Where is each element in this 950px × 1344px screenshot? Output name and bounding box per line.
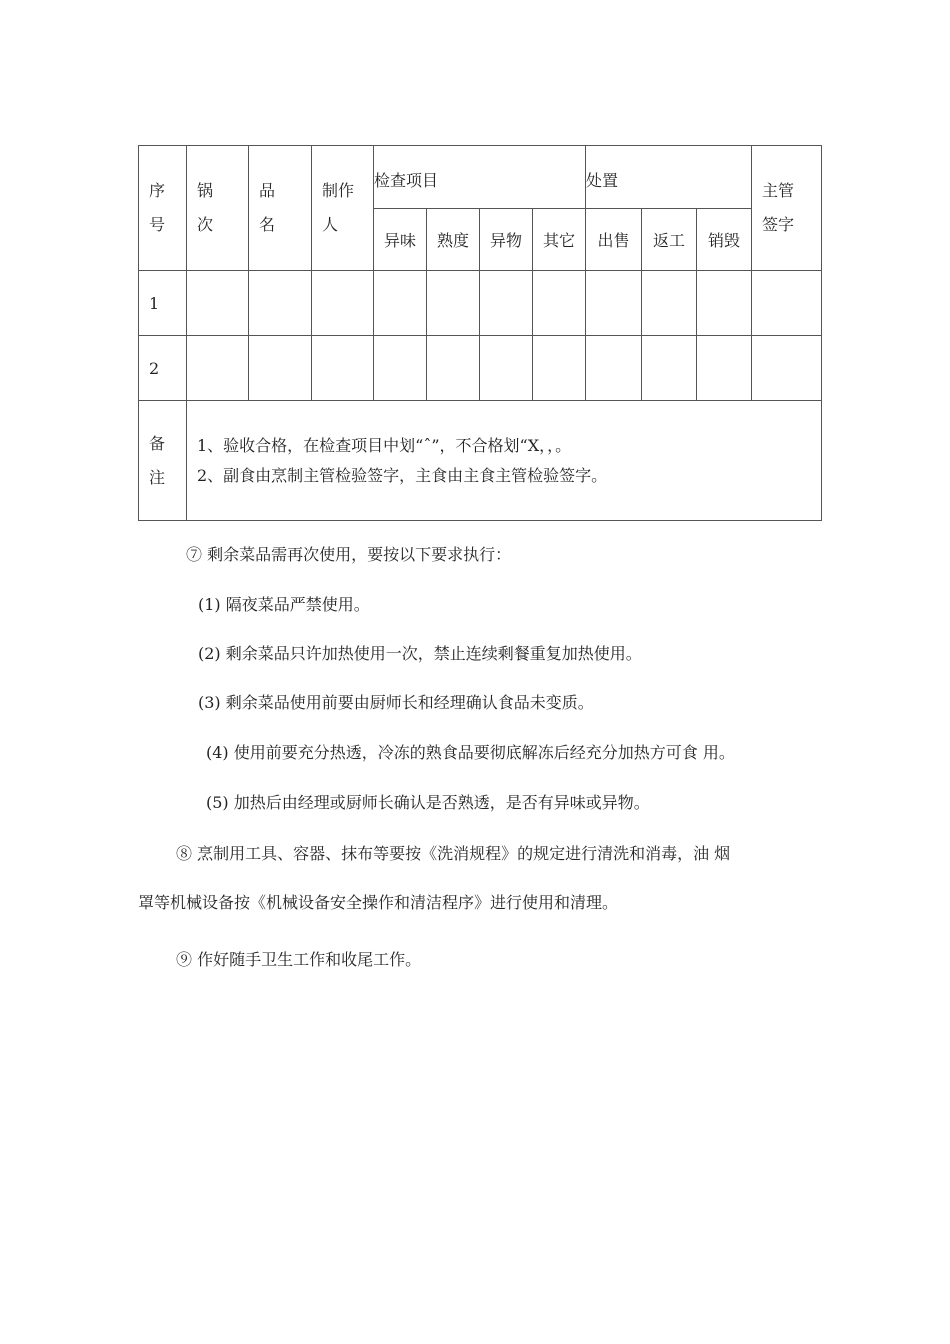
header-foreign-matter: 异物 [480, 209, 533, 271]
table-cell[interactable] [249, 271, 312, 336]
table-cell[interactable] [533, 336, 586, 401]
table-cell[interactable] [697, 271, 752, 336]
header-rework: 返工 [642, 209, 697, 271]
header-seq: 序 号 [139, 146, 187, 271]
header-odor: 异味 [374, 209, 427, 271]
header-name: 品 名 [249, 146, 312, 271]
table-cell[interactable] [642, 336, 697, 401]
table-cell[interactable] [374, 336, 427, 401]
table-cell[interactable] [427, 271, 480, 336]
note-line-1: 1、验收合格，在检查项目中划“ˆ”，不合格划“X，，。 [197, 435, 572, 455]
table-cell[interactable] [752, 336, 822, 401]
table-cell[interactable] [480, 336, 533, 401]
table-cell[interactable] [697, 336, 752, 401]
table-cell[interactable] [586, 336, 642, 401]
table-cell[interactable] [374, 271, 427, 336]
table-cell[interactable] [427, 336, 480, 401]
table-cell[interactable] [249, 336, 312, 401]
row-number: 2 [139, 336, 187, 401]
header-other: 其它 [533, 209, 586, 271]
header-supervisor: 主管 签字 [752, 146, 822, 271]
header-destroy: 销毁 [697, 209, 752, 271]
table-cell[interactable] [187, 336, 249, 401]
note-label: 备 注 [139, 401, 187, 521]
table-cell[interactable] [312, 336, 374, 401]
table-cell[interactable] [533, 271, 586, 336]
paragraph-7-1: (1) 隔夜菜品严禁使用。 [198, 595, 370, 614]
table-cell[interactable] [480, 271, 533, 336]
header-pot: 锅 次 [187, 146, 249, 271]
note-content [187, 401, 822, 521]
paragraph-8-line-1: ⑧ 烹制用工具、容器、抹布等要按《洗消规程》的规定进行清洗和消毒，油 烟 [176, 844, 731, 863]
table-row [139, 336, 822, 401]
header-inspection-group: 检查项目 [374, 146, 586, 209]
paragraph-8-line-2: 罩等机械设备按《机械设备安全操作和清洁程序》进行使用和清理。 [138, 893, 619, 912]
table-cell[interactable] [187, 271, 249, 336]
row-number: 1 [139, 271, 187, 336]
header-maker: 制作 人 [312, 146, 374, 271]
header-sell: 出售 [586, 209, 642, 271]
paragraph-9: ⑨ 作好随手卫生工作和收尾工作。 [176, 950, 422, 969]
paragraph-7-4: (4) 使用前要充分热透，冷冻的熟食品要彻底解冻后经充分加热方可食 用。 [206, 743, 735, 762]
note-line-2: 2、副食由烹制主管检验签字，主食由主食主管检验签字。 [197, 465, 608, 485]
table-cell[interactable] [586, 271, 642, 336]
header-disposal-group: 处置 [586, 146, 752, 209]
table-cell[interactable] [642, 271, 697, 336]
header-doneness: 熟度 [427, 209, 480, 271]
table-row [139, 271, 822, 336]
paragraph-7-3: (3) 剩余菜品使用前要由厨师长和经理确认食品未变质。 [198, 693, 594, 712]
paragraph-7-5: (5) 加热后由经理或厨师长确认是否熟透，是否有异味或异物。 [206, 793, 650, 812]
table-cell[interactable] [312, 271, 374, 336]
paragraph-7: ⑦ 剩余菜品需再次使用，要按以下要求执行： [186, 545, 512, 564]
table-cell[interactable] [752, 271, 822, 336]
inspection-table [138, 145, 822, 521]
notes-row [139, 401, 822, 521]
paragraph-7-2: (2) 剩余菜品只许加热使用一次，禁止连续剩餐重复加热使用。 [198, 644, 642, 663]
